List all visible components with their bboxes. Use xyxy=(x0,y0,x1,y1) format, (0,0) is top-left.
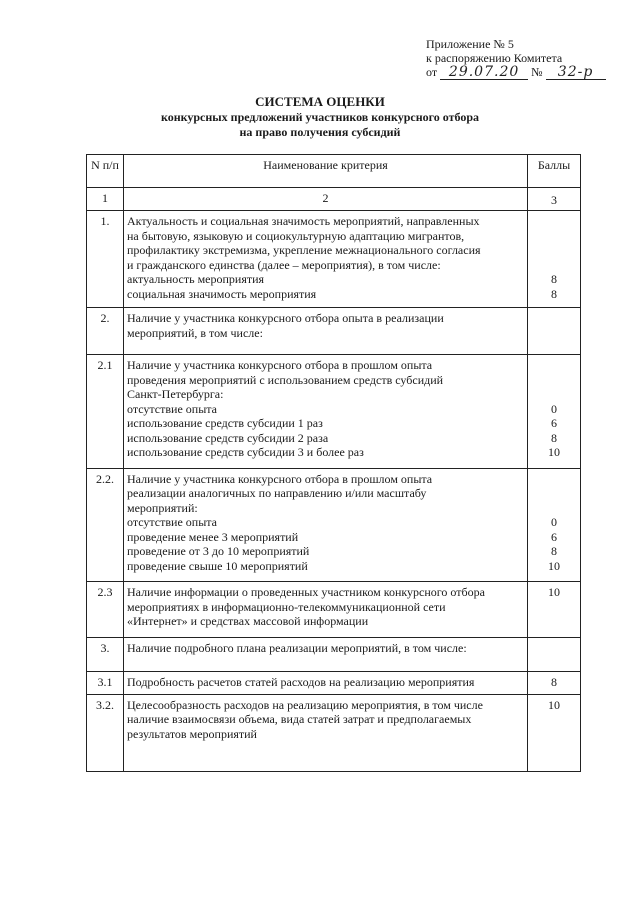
points-cell xyxy=(528,211,581,308)
title-line-2: конкурсных предложений участников конкурсного отбора xyxy=(160,110,480,124)
table-row xyxy=(87,308,581,355)
title-line-1: СИСТЕМА ОЦЕНКИ xyxy=(255,94,385,109)
criterion-cell xyxy=(124,694,528,772)
points-cell xyxy=(528,637,581,672)
title-line-3: на право получения субсидий xyxy=(239,125,401,139)
criterion-line: мероприятий, в том числе: xyxy=(127,325,263,340)
criterion-line: актуальность мероприятия xyxy=(127,272,265,286)
points-stack xyxy=(531,214,577,301)
points-value: 0 xyxy=(551,401,557,416)
points-value xyxy=(531,326,577,341)
points-stack xyxy=(531,358,577,460)
criterion-line: проведения мероприятий с использованием средств субсидий xyxy=(127,372,444,387)
points-value xyxy=(531,486,577,501)
row-number: 3. xyxy=(87,637,124,672)
header-points: Баллы xyxy=(528,155,581,188)
points-value xyxy=(531,311,577,326)
criterion-cell xyxy=(124,582,528,638)
criterion-line: наличие взаимосвязи объема, вида статей затрат и предполагаемых xyxy=(127,712,472,726)
criterion-line: Наличие у участника конкурсного отбора в прошлом опыта xyxy=(127,471,433,486)
table-row xyxy=(87,582,581,638)
criterion-line: мероприятий: xyxy=(127,500,198,515)
table-row xyxy=(87,694,581,772)
criterion-line: реализации аналогичных по направлению и/или масштабу xyxy=(127,486,427,500)
points-value: 6 xyxy=(551,416,557,430)
points-value: 6 xyxy=(551,529,557,544)
table-row xyxy=(87,637,581,672)
points-value: 8 xyxy=(551,272,557,286)
appendix-number: Приложение № 5 xyxy=(426,37,514,51)
criterion-line: Наличие информации о проведенных участником конкурсного отбора xyxy=(127,585,485,599)
points-cell xyxy=(528,308,581,355)
from-label: от xyxy=(426,65,438,79)
appendix-decree-ref: к распоряжению Комитета xyxy=(426,51,563,65)
points-value xyxy=(531,214,577,229)
criterion-line: использование средств субсидии 2 раза xyxy=(127,430,329,445)
column-index-row xyxy=(87,188,581,211)
points-value xyxy=(531,472,577,487)
table-row xyxy=(87,211,581,308)
points-value: 8 xyxy=(551,430,557,445)
index-3: 3 xyxy=(528,188,581,211)
criterion-line: «Интернет» и средствах массовой информации xyxy=(127,614,369,628)
criterion-line: проведение от 3 до 10 мероприятий xyxy=(127,544,310,558)
index-1: 1 xyxy=(87,188,124,211)
points-value xyxy=(531,600,577,615)
points-stack xyxy=(531,585,577,629)
points-value: 10 xyxy=(548,697,560,712)
criterion-line: использование средств субсидии 1 раз xyxy=(127,416,323,430)
appendix-date-line xyxy=(426,65,606,80)
criterion-line: проведение менее 3 мероприятий xyxy=(127,529,299,544)
points-value: 10 xyxy=(548,445,560,459)
criterion-cell xyxy=(124,355,528,469)
criterion-line: и гражданского единства (далее – мероприятия), в том числе: xyxy=(127,257,441,272)
points-stack xyxy=(531,311,577,340)
points-stack xyxy=(531,698,577,742)
criterion-line: Актуальность и социальная значимость мероприятий, направленных xyxy=(127,214,480,228)
criterion-line: социальная значимость мероприятия xyxy=(127,286,317,301)
points-value xyxy=(531,727,577,742)
table-row xyxy=(87,355,581,469)
criterion-line: Наличие у участника конкурсного отбора в прошлом опыта xyxy=(127,358,433,372)
points-stack xyxy=(531,472,577,574)
points-value: 10 xyxy=(548,585,560,599)
row-number: 2.1 xyxy=(87,355,124,469)
index-2: 2 xyxy=(124,188,528,211)
row-number: 1. xyxy=(87,211,124,308)
handwritten-date: 29.07.20 xyxy=(440,65,528,80)
criterion-cell xyxy=(124,637,528,672)
criteria-table xyxy=(86,154,581,772)
header-criterion: Наименование критерия xyxy=(124,155,528,188)
criterion-line: Наличие у участника конкурсного отбора опыта в реализации xyxy=(127,311,444,325)
points-stack xyxy=(531,641,577,656)
points-cell xyxy=(528,355,581,469)
points-value xyxy=(531,501,577,516)
points-value xyxy=(531,373,577,388)
points-value xyxy=(531,358,577,373)
criterion-line: профилактику экстремизма, укрепление межнационального согласия xyxy=(127,243,481,257)
appendix-header xyxy=(426,37,606,80)
table-header-row xyxy=(87,155,581,188)
points-cell xyxy=(528,694,581,772)
criterion-cell xyxy=(124,468,528,582)
points-value: 0 xyxy=(551,515,557,529)
criterion-line: использование средств субсидии 3 и более раз xyxy=(127,445,364,459)
points-value xyxy=(531,641,577,656)
criterion-line: на бытовую, языковую и социокультурную адаптацию мигрантов, xyxy=(127,228,465,243)
row-number: 3.1 xyxy=(87,672,124,695)
row-number: 3.2. xyxy=(87,694,124,772)
table-row xyxy=(87,468,581,582)
points-value xyxy=(531,614,577,629)
criterion-cell xyxy=(124,211,528,308)
criterion-line: Целесообразность расходов на реализацию мероприятия, в том числе xyxy=(127,697,483,712)
row-number: 2. xyxy=(87,308,124,355)
criterion-line: мероприятиях в информационно-телекоммуникационной сети xyxy=(127,599,446,614)
criterion-cell xyxy=(124,308,528,355)
points-value xyxy=(531,387,577,402)
points-value xyxy=(531,243,577,258)
criterion-line: Санкт-Петербурга: xyxy=(127,387,224,401)
criterion-cell xyxy=(124,672,528,695)
points-value: 8 xyxy=(551,675,557,689)
points-value xyxy=(531,258,577,273)
points-value: 8 xyxy=(551,286,557,301)
points-value xyxy=(531,229,577,244)
header-num: N п/п xyxy=(87,155,124,188)
criterion-line: Подробность расчетов статей расходов на реализацию мероприятия xyxy=(127,675,475,689)
number-label: № xyxy=(531,65,543,79)
criterion-line: отсутствие опыта xyxy=(127,515,217,529)
criterion-line: Наличие подробного плана реализации мероприятий, в том числе: xyxy=(127,640,467,655)
points-value: 8 xyxy=(551,544,557,558)
row-number: 2.2. xyxy=(87,468,124,582)
points-stack xyxy=(531,675,577,690)
points-cell xyxy=(528,582,581,638)
points-value: 10 xyxy=(548,558,560,573)
row-number: 2.3 xyxy=(87,582,124,638)
points-value xyxy=(531,712,577,727)
points-cell xyxy=(528,672,581,695)
table-row xyxy=(87,672,581,695)
criterion-line: отсутствие опыта xyxy=(127,401,217,416)
criterion-line: результатов мероприятий xyxy=(127,726,257,741)
criterion-line: проведение свыше 10 мероприятий xyxy=(127,558,308,573)
document-title xyxy=(0,94,640,140)
criteria-rows xyxy=(87,211,581,772)
handwritten-number: 32-р xyxy=(546,65,606,80)
points-cell xyxy=(528,468,581,582)
